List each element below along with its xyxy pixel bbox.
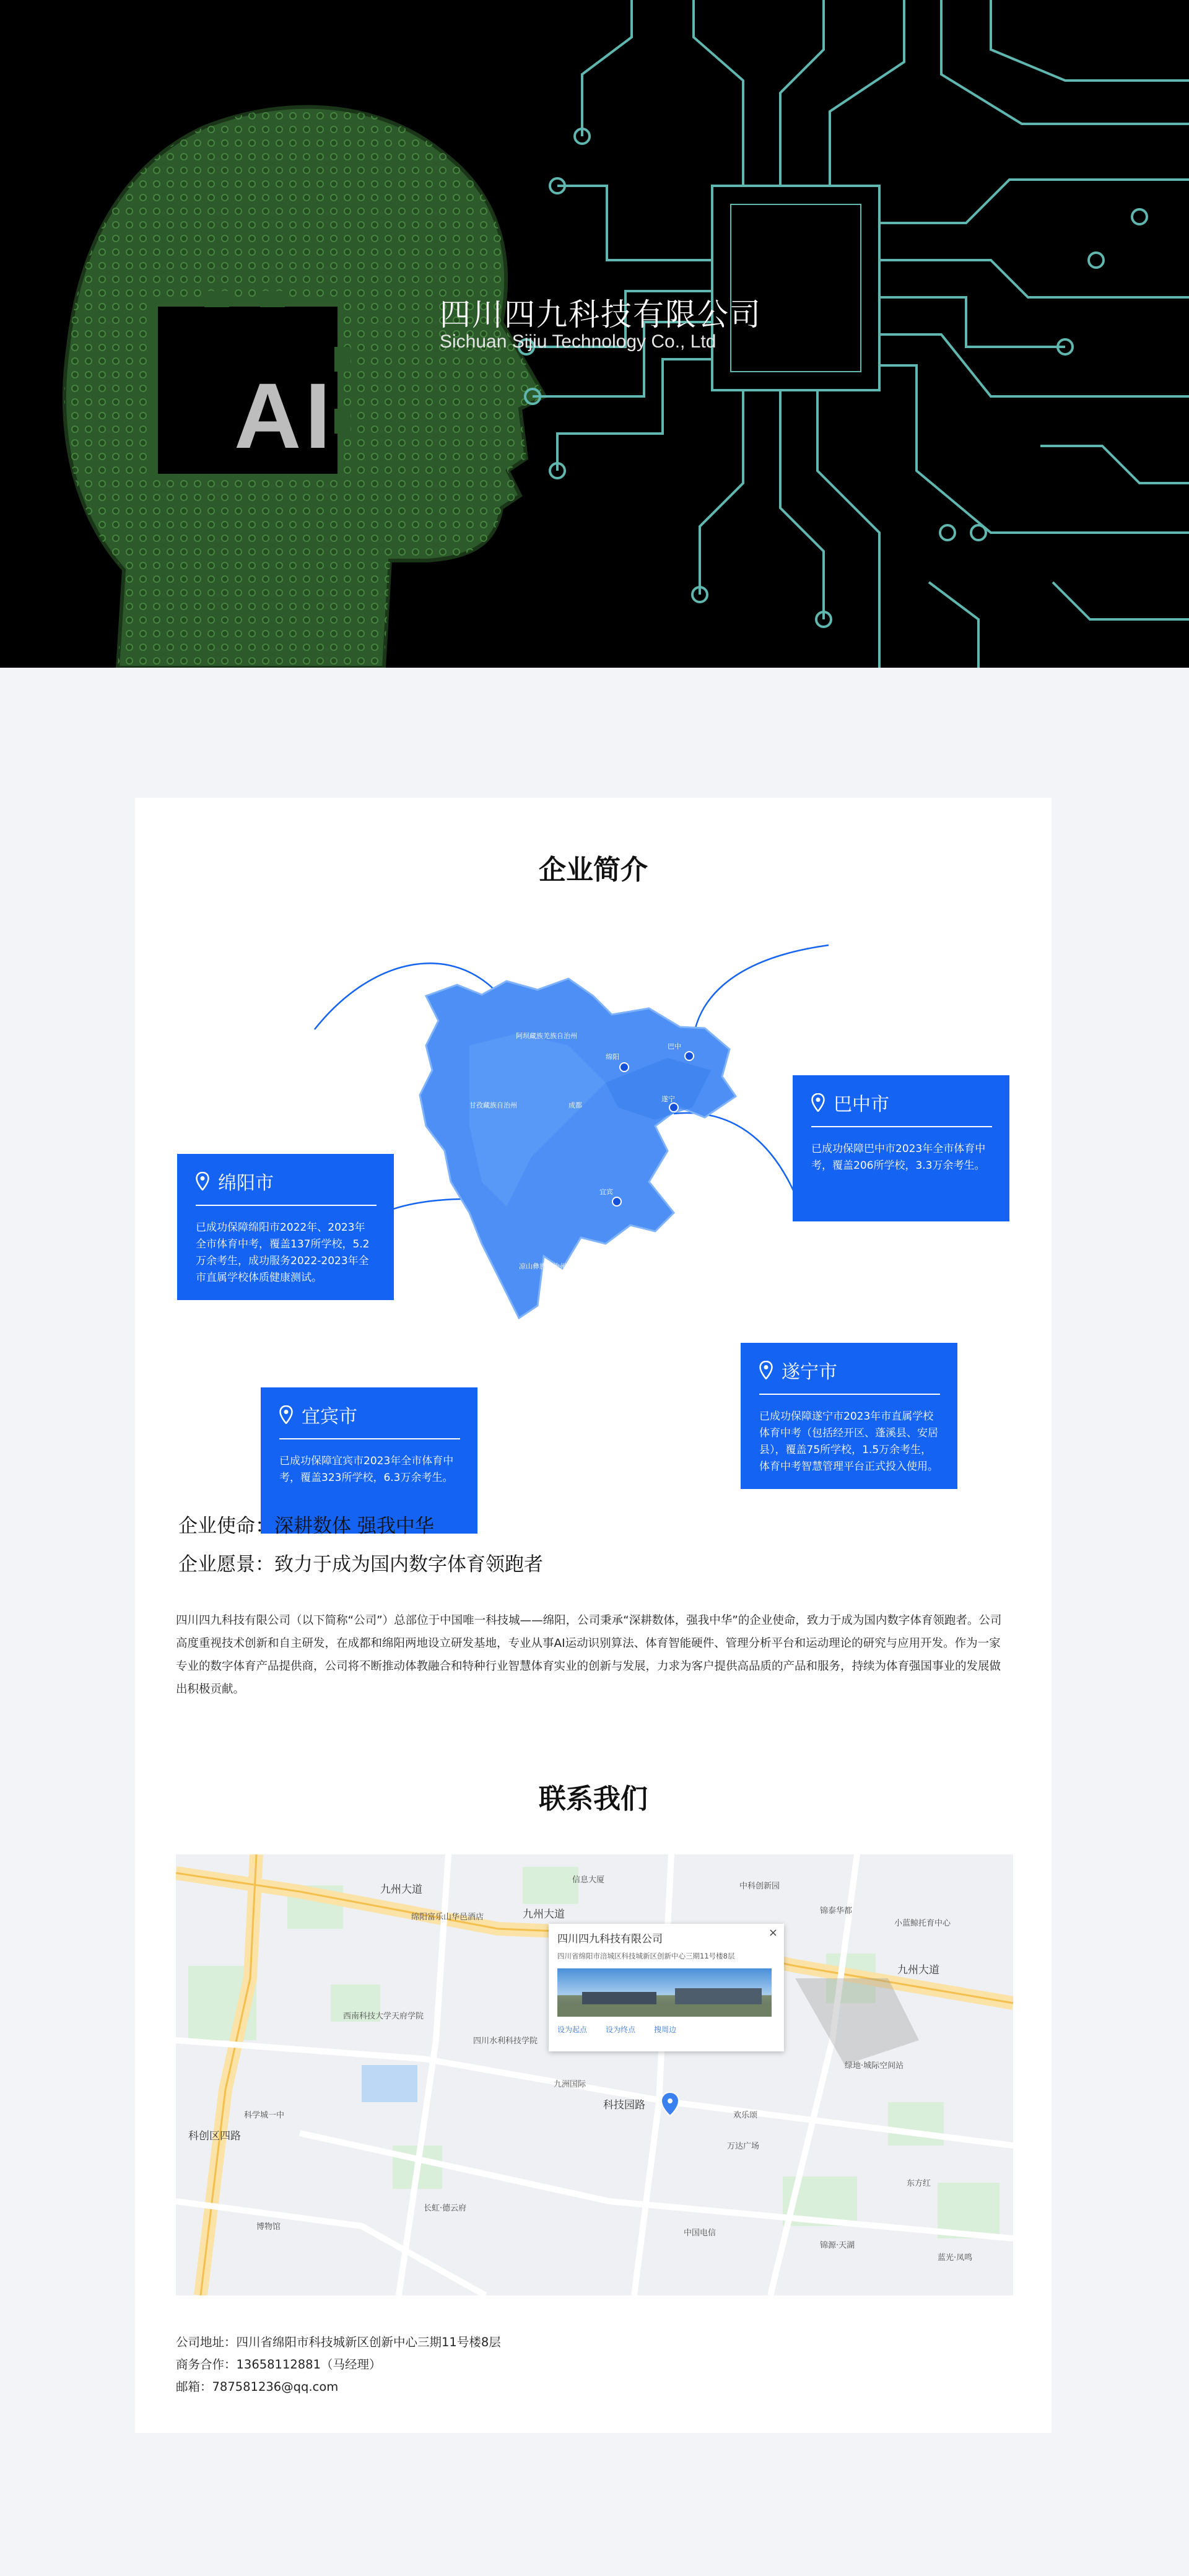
poi-label: 博物馆 bbox=[256, 2222, 281, 2232]
company-name: 四川四九科技有限公司 bbox=[440, 297, 762, 333]
poi-label: 四川水利科技学院 bbox=[473, 2037, 538, 2046]
svg-text:成都: 成都 bbox=[568, 1101, 582, 1109]
city-desc: 已成功保障宜宾市2023年全市体育中考，覆盖323所学校，6.3万余考生。 bbox=[279, 1455, 454, 1484]
location-pin-icon bbox=[196, 1172, 209, 1190]
svg-text:宜宾: 宜宾 bbox=[599, 1188, 613, 1196]
building-image-icon bbox=[557, 1968, 772, 2017]
city-desc: 已成功保障绵阳市2022年、2023年全市体育中考，覆盖137所学校，5.2万余考生，成功服务2022-2023年全市直属学校体质健康测试。 bbox=[196, 1221, 370, 1284]
hero-banner bbox=[0, 0, 1189, 668]
city-card-mianyang bbox=[177, 1154, 394, 1300]
city-desc: 已成功保障巴中市2023年全市体育中考，覆盖206所学校，3.3万余考生。 bbox=[811, 1143, 986, 1172]
location-map[interactable] bbox=[176, 1854, 1013, 2295]
search-nearby-button[interactable]: 搜周边 bbox=[654, 2025, 677, 2034]
poi-label: 蓝光·凤鸣 bbox=[938, 2253, 973, 2263]
poi-label: 长虹·德云府 bbox=[424, 2204, 467, 2213]
road-label: 科技园路 bbox=[603, 2099, 645, 2111]
poi-label: 绵阳富乐山华邑酒店 bbox=[411, 1913, 484, 1922]
poi-label: 中科创新园 bbox=[739, 1882, 780, 1891]
poi-label: 东方红 bbox=[907, 2179, 931, 2188]
contact-business: 商务合作：13658112881（马经理） bbox=[176, 2357, 381, 2372]
mission-statement: 企业使命：深耕数体 强我中华 bbox=[178, 1515, 434, 1537]
poi-label: 科学城一中 bbox=[244, 2111, 285, 2120]
set-end-button[interactable]: 设为终点 bbox=[606, 2025, 636, 2034]
map-roads bbox=[176, 1854, 1013, 2295]
location-pin-icon bbox=[759, 1361, 773, 1379]
poi-label: 欢乐颂 bbox=[733, 2111, 758, 2120]
close-icon[interactable]: × bbox=[768, 1926, 778, 1939]
suining-connector bbox=[674, 1113, 804, 1216]
road-label: 九州大道 bbox=[380, 1884, 422, 1896]
set-start-button[interactable]: 设为起点 bbox=[557, 2025, 588, 2034]
location-info-popup bbox=[549, 1924, 784, 2051]
poi-label: 信息大厦 bbox=[572, 1875, 605, 1885]
poi-label: 锦泰华都 bbox=[820, 1906, 853, 1916]
popup-title: 四川四九科技有限公司 bbox=[557, 1933, 663, 1945]
city-name: 遂宁市 bbox=[782, 1361, 837, 1383]
poi-label: 锦源·天湖 bbox=[820, 2241, 855, 2250]
location-pin-icon bbox=[279, 1405, 293, 1424]
poi-label: 小蓝鲸托育中心 bbox=[894, 1919, 951, 1928]
contact-address: 公司地址：四川省绵阳市科技城新区创新中心三期11号楼8层 bbox=[176, 2335, 501, 2349]
city-name: 绵阳市 bbox=[218, 1172, 274, 1194]
city-name: 宜宾市 bbox=[302, 1406, 357, 1428]
building-photo bbox=[557, 1968, 772, 2017]
popup-address: 四川省绵阳市涪城区科技城新区创新中心三期11号楼8层 bbox=[557, 1952, 735, 1960]
svg-text:绵阳: 绵阳 bbox=[606, 1053, 619, 1061]
poi-label: 万达广场 bbox=[727, 2142, 760, 2151]
poi-label: 绿地·城际空间站 bbox=[845, 2061, 904, 2071]
contact-title: 联系我们 bbox=[539, 1783, 648, 1815]
contact-email: 邮箱：787581236@qq.com bbox=[176, 2380, 339, 2394]
svg-text:遂宁: 遂宁 bbox=[661, 1095, 675, 1103]
content-card bbox=[135, 798, 1052, 2433]
city-card-suining bbox=[741, 1343, 957, 1489]
svg-text:甘孜藏族自治州: 甘孜藏族自治州 bbox=[469, 1101, 517, 1109]
poi-label: 中国电信 bbox=[684, 2229, 716, 2238]
road-label: 九州大道 bbox=[523, 1908, 565, 1921]
intro-title: 企业简介 bbox=[539, 854, 648, 886]
location-pin-icon bbox=[811, 1093, 825, 1112]
poi-label: 九洲国际 bbox=[554, 2080, 586, 2089]
road-label: 九州大道 bbox=[897, 1964, 939, 1976]
poi-label: 西南科技大学天府学院 bbox=[343, 2012, 424, 2021]
svg-text:巴中: 巴中 bbox=[668, 1042, 681, 1050]
svg-text:阿坝藏族羌族自治州: 阿坝藏族羌族自治州 bbox=[516, 1032, 577, 1040]
vision-statement: 企业愿景：致力于成为国内数字体育领跑者 bbox=[178, 1553, 543, 1576]
city-desc: 已成功保障遂宁市2023年市直属学校体育中考（包括经开区、蓬溪县、安居县），覆盖75所学校，1.5万余考生，体育中考智慧管理平台正式投入使用。 bbox=[759, 1410, 938, 1473]
svg-text:凉山彝族自治州: 凉山彝族自治州 bbox=[519, 1262, 567, 1270]
city-card-bazhong bbox=[793, 1075, 1009, 1221]
company-intro-paragraph: 四川四九科技有限公司（以下简称“公司”）总部位于中国唯一科技城——绵阳，公司秉承“深耕数体，强我中华”的企业使命，致力于成为国内数字体育领跑者。公司高度重视技术创新和自主研发，在成都和绵阳两地设立研发基地，专业从事AI运动识别算法、体育智能硬件、管理分析平台和运动理论的研究与应用开发。作为一家专业的数字体育产品提供商，公司将不断推动体教融合和特种行业智慧体育实业的创新与发展，力求为客户提供高品质的产品和服务，持续为体育强国事业的发展做出积极贡献。 bbox=[176, 1614, 1002, 1696]
road-label: 科创区四路 bbox=[188, 2130, 241, 2142]
ai-chip-label: AI bbox=[234, 364, 334, 468]
city-name: 巴中市 bbox=[834, 1094, 889, 1116]
company-name-en: Sichuan Sijiu Technology Co., Ltd bbox=[440, 331, 716, 352]
